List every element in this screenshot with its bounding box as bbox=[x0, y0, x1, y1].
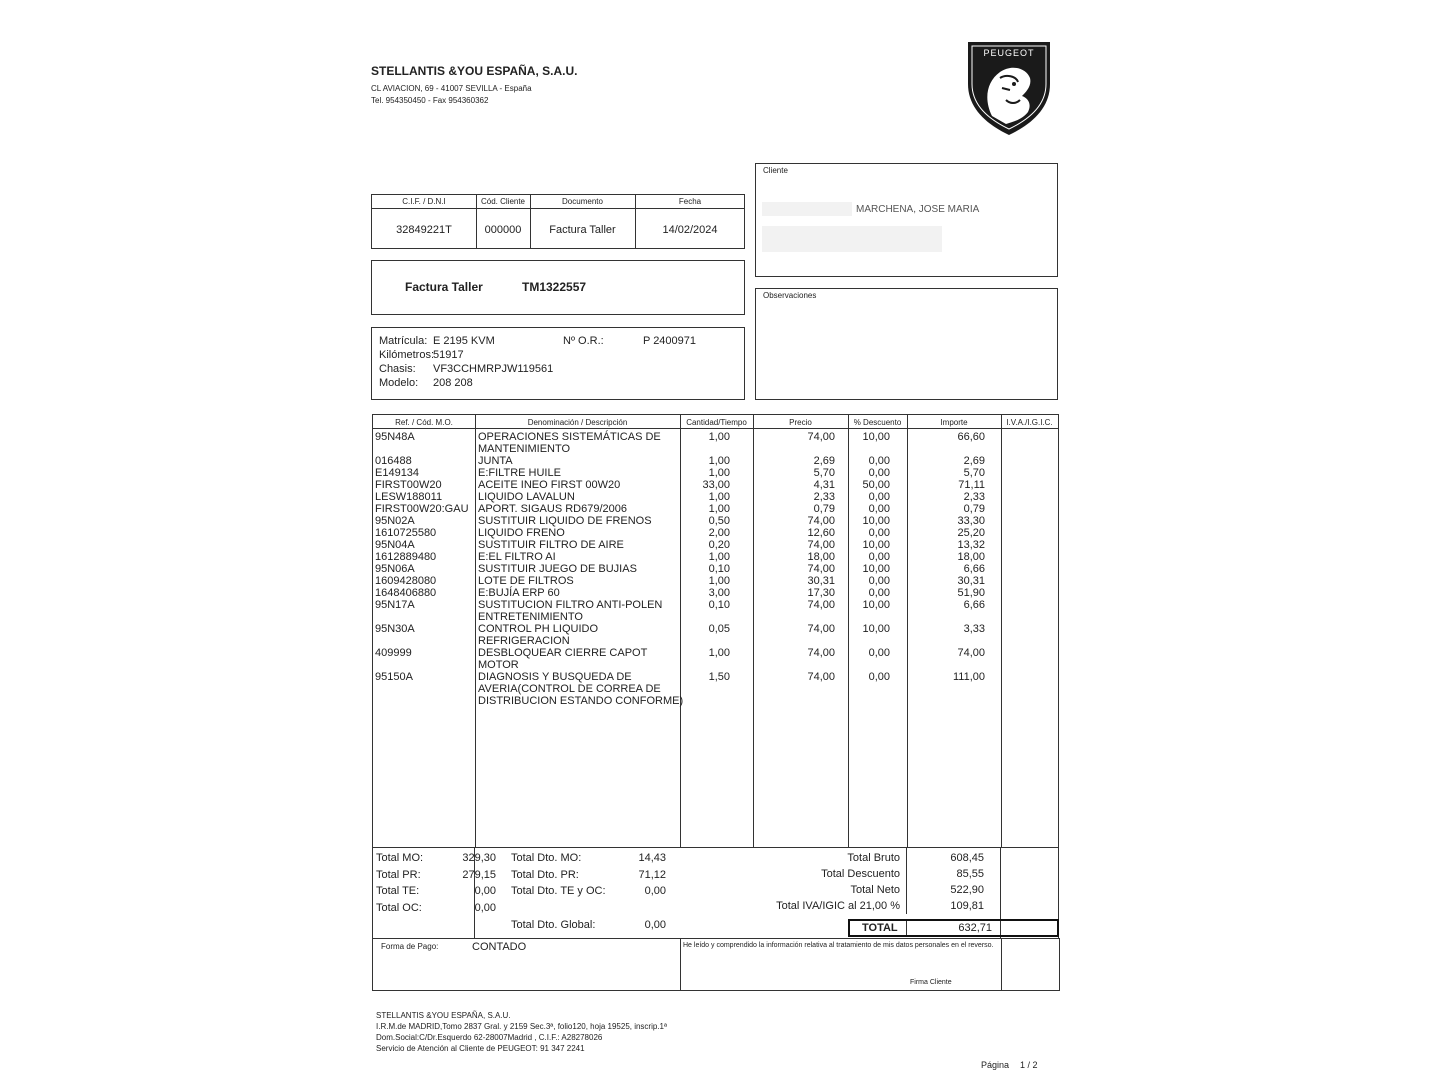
total-value: 0,00 bbox=[474, 901, 496, 914]
cell-amount: 25,20 bbox=[957, 527, 985, 539]
summary-label: Total Descuento bbox=[821, 868, 900, 880]
cell-ref: 1609428080 bbox=[375, 575, 437, 587]
summary-label: Total IVA/IGIC al 21,00 % bbox=[776, 900, 900, 912]
client-name: MARCHENA, JOSE MARIA bbox=[856, 204, 980, 215]
cell-desc: ENTRETENIMIENTO bbox=[478, 611, 583, 623]
id-box bbox=[371, 194, 745, 249]
footer bbox=[376, 1010, 667, 1054]
total-value: 329,30 bbox=[462, 852, 496, 864]
document-value: Factura Taller bbox=[549, 224, 616, 236]
cell-desc: SUSTITUIR JUEGO DE BUJIAS bbox=[478, 563, 637, 575]
cell-ref: 95N48A bbox=[375, 431, 415, 443]
summary-value: 522,90 bbox=[950, 884, 984, 896]
total-dlabel: Total Dto. MO: bbox=[511, 852, 582, 864]
invoice-title-box bbox=[371, 260, 745, 315]
cell-desc: SUSTITUIR FILTRO DE AIRE bbox=[478, 539, 624, 551]
cell-qty: 0,05 bbox=[708, 623, 730, 635]
footer-line: STELLANTIS &YOU ESPAÑA, S.A.U. bbox=[376, 1011, 511, 1020]
cell-amount: 5,70 bbox=[963, 467, 985, 479]
cell-qty: 0,10 bbox=[708, 599, 730, 611]
cell-desc: SUSTITUCION FILTRO ANTI-POLEN bbox=[478, 599, 663, 611]
svg-text:PEUGEOT: PEUGEOT bbox=[983, 48, 1035, 58]
privacy-notice: He leído y comprendido la información relativa al tratamiento de mis datos personales en el reverso. bbox=[683, 942, 994, 949]
cell-disc: 0,00 bbox=[868, 587, 890, 599]
cell-disc: 0,00 bbox=[868, 527, 890, 539]
cell-desc: REFRIGERACION bbox=[478, 635, 570, 647]
global-discount-label: Total Dto. Global: bbox=[511, 919, 596, 931]
cell-qty: 1,00 bbox=[708, 551, 730, 563]
cell-price: 74,00 bbox=[807, 671, 835, 683]
cell-amount: 51,90 bbox=[957, 587, 985, 599]
cell-desc: DESBLOQUEAR CIERRE CAPOT bbox=[478, 647, 648, 659]
company-name: STELLANTIS &YOU ESPAÑA, S.A.U. bbox=[371, 64, 578, 78]
cell-disc: 0,00 bbox=[868, 467, 890, 479]
cell-amount: 13,32 bbox=[957, 539, 985, 551]
cell-qty: 1,00 bbox=[708, 503, 730, 515]
page-number: 1 / 2 bbox=[1020, 1060, 1038, 1070]
payment-value: CONTADO bbox=[472, 941, 527, 953]
cell-price: 0,79 bbox=[813, 503, 835, 515]
cell-desc: CONTROL PH LIQUIDO bbox=[478, 623, 598, 635]
summary-value: 608,45 bbox=[950, 852, 984, 864]
cell-ref: FIRST00W20 bbox=[375, 479, 442, 491]
cell-qty: 1,00 bbox=[708, 575, 730, 587]
footer-line: I.R.M.de MADRID,Tomo 2837 Gral. y 2159 Sec.3ª, folio120, hoja 19525, inscrip.1ª bbox=[376, 1022, 667, 1031]
cell-desc: E:EL FILTRO AI bbox=[478, 551, 556, 563]
cell-qty: 33,00 bbox=[702, 479, 730, 491]
client-box bbox=[755, 163, 1058, 277]
plate-label: Matrícula: bbox=[379, 335, 428, 347]
total-value: 279,15 bbox=[462, 868, 496, 881]
summary-value: 85,55 bbox=[956, 868, 984, 880]
company-address: CL AVIACION, 69 - 41007 SEVILLA - España bbox=[371, 84, 532, 93]
redaction bbox=[762, 202, 852, 216]
cell-price: 5,70 bbox=[813, 467, 835, 479]
cell-disc: 0,00 bbox=[868, 455, 890, 467]
grand-total-value: 632,71 bbox=[958, 922, 992, 934]
cell-price: 74,00 bbox=[807, 563, 835, 575]
cell-ref: FIRST00W20:GAU bbox=[375, 503, 469, 515]
cell-qty: 1,50 bbox=[708, 671, 730, 683]
cell-amount: 18,00 bbox=[957, 551, 985, 563]
cell-desc: LOTE DE FILTROS bbox=[478, 575, 574, 587]
client-code-header: Cód. Cliente bbox=[480, 197, 526, 206]
cell-price: 74,00 bbox=[807, 599, 835, 611]
total-dvalue: 0,00 bbox=[644, 885, 666, 897]
plate-value: E 2195 KVM bbox=[433, 335, 495, 347]
global-discount-value: 0,00 bbox=[644, 919, 666, 931]
cell-qty: 1,00 bbox=[708, 491, 730, 503]
cell-desc: SUSTITUIR LIQUIDO DE FRENOS bbox=[478, 515, 652, 527]
cell-price: 74,00 bbox=[807, 515, 835, 527]
cell-disc: 0,00 bbox=[868, 551, 890, 563]
cell-qty: 0,10 bbox=[708, 563, 730, 575]
col-ref-header: Ref. / Cód. M.O. bbox=[395, 418, 453, 427]
client-code-value: 000000 bbox=[484, 224, 522, 236]
summary-label: Total Neto bbox=[850, 884, 900, 896]
cell-desc: ACEITE INEO FIRST 00W20 bbox=[478, 479, 621, 491]
cell-disc: 0,00 bbox=[868, 671, 890, 683]
cell-disc: 0,00 bbox=[868, 647, 890, 659]
cell-amount: 33,30 bbox=[957, 515, 985, 527]
cell-disc: 0,00 bbox=[868, 491, 890, 503]
total-dlabel: Total Dto. TE y OC: bbox=[511, 885, 606, 897]
cell-ref: 016488 bbox=[375, 455, 412, 467]
total-dvalue: 71,12 bbox=[638, 868, 666, 881]
total-label: Total TE: bbox=[376, 885, 420, 897]
cell-amount: 74,00 bbox=[957, 647, 985, 659]
total-label: Total MO: bbox=[376, 852, 424, 864]
km-label: Kilómetros: bbox=[379, 349, 435, 361]
document-header: Documento bbox=[562, 197, 603, 206]
chassis-label: Chasis: bbox=[379, 363, 416, 375]
signature-label: Firma Cliente bbox=[910, 979, 952, 986]
total-label: Total OC: bbox=[376, 901, 422, 914]
cell-price: 2,33 bbox=[813, 491, 835, 503]
cell-desc: LIQUIDO FRENO bbox=[478, 527, 565, 539]
payment-box bbox=[372, 938, 1060, 991]
total-dlabel: Total Dto. PR: bbox=[511, 868, 579, 881]
cell-amount: 2,33 bbox=[963, 491, 985, 503]
page-label: Página bbox=[981, 1060, 1010, 1070]
cell-amount: 6,66 bbox=[963, 563, 985, 575]
cell-amount: 71,11 bbox=[958, 479, 985, 491]
cell-price: 2,69 bbox=[813, 455, 835, 467]
footer-line: Servicio de Atención al Cliente de PEUGEOT: 91 347 2241 bbox=[376, 1044, 585, 1053]
cell-price: 30,31 bbox=[807, 575, 835, 587]
km-value: 51917 bbox=[433, 349, 464, 361]
cell-qty: 1,00 bbox=[708, 455, 730, 467]
vehicle-box bbox=[371, 327, 745, 400]
or-value: P 2400971 bbox=[643, 335, 697, 347]
col-disc-header: % Descuento bbox=[853, 418, 902, 427]
cell-ref: 95N17A bbox=[375, 599, 415, 611]
col-desc-header: Denominación / Descripción bbox=[527, 418, 628, 427]
cell-desc: MOTOR bbox=[478, 659, 519, 671]
cell-price: 4,31 bbox=[813, 479, 835, 491]
cell-qty: 2,00 bbox=[708, 527, 730, 539]
cell-ref: 1610725580 bbox=[375, 527, 437, 539]
date-header: Fecha bbox=[678, 197, 702, 206]
cell-ref: LESW188011 bbox=[375, 491, 443, 503]
cell-amount: 66,60 bbox=[957, 431, 985, 443]
cell-desc: DIAGNOSIS Y BUSQUEDA DE bbox=[478, 671, 632, 683]
cell-price: 12,60 bbox=[807, 527, 835, 539]
cell-desc: APORT. SIGAUS RD679/2006 bbox=[478, 503, 627, 515]
cell-disc: 10,00 bbox=[862, 431, 890, 443]
cell-ref: 95N04A bbox=[375, 539, 415, 551]
cell-ref: 95N30A bbox=[375, 623, 415, 635]
observations-label: Observaciones bbox=[763, 291, 817, 300]
cell-price: 74,00 bbox=[807, 431, 835, 443]
cell-price: 17,30 bbox=[807, 587, 835, 599]
date-value: 14/02/2024 bbox=[662, 224, 718, 236]
cell-amount: 0,79 bbox=[963, 503, 985, 515]
cell-amount: 111,00 bbox=[952, 671, 985, 683]
col-vat-header: I.V.A./I.G.I.C. bbox=[1006, 418, 1053, 427]
cell-qty: 3,00 bbox=[708, 587, 730, 599]
invoice-number: TM1322557 bbox=[522, 280, 587, 294]
chassis-value: VF3CCHMRPJW119561 bbox=[433, 363, 554, 375]
total-dvalue: 14,43 bbox=[638, 852, 666, 864]
cell-amount: 3,33 bbox=[963, 623, 985, 635]
cell-desc: LIQUIDO LAVALUN bbox=[478, 491, 575, 503]
total-value: 0,00 bbox=[474, 885, 496, 897]
invoice-title: Factura Taller bbox=[405, 280, 483, 294]
cell-qty: 1,00 bbox=[708, 647, 730, 659]
model-label: Modelo: bbox=[379, 377, 419, 389]
cell-qty: 1,00 bbox=[708, 467, 730, 479]
company-phone: Tel. 954350450 - Fax 954360362 bbox=[371, 96, 489, 105]
cell-desc: AVERIA(CONTROL DE CORREA DE bbox=[478, 683, 661, 695]
grand-total-box bbox=[848, 919, 1059, 937]
payment-label: Forma de Pago: bbox=[381, 942, 439, 951]
cif-header: C.I.F. / D.N.I bbox=[402, 197, 446, 206]
summary-value: 109,81 bbox=[950, 900, 984, 912]
cif-value: 32849221T bbox=[396, 224, 452, 236]
cell-ref: 409999 bbox=[375, 647, 412, 659]
cell-disc: 0,00 bbox=[868, 503, 890, 515]
col-qty-header: Cantidad/Tiempo bbox=[686, 418, 747, 427]
observations-box bbox=[755, 288, 1058, 400]
cell-desc: MANTENIMIENTO bbox=[478, 443, 571, 455]
model-value: 208 208 bbox=[433, 377, 473, 389]
or-label: Nº O.R.: bbox=[563, 335, 604, 347]
cell-price: 18,00 bbox=[807, 551, 835, 563]
grand-total-label: TOTAL bbox=[862, 922, 898, 934]
cell-amount: 6,66 bbox=[963, 599, 985, 611]
cell-disc: 10,00 bbox=[862, 515, 890, 527]
cell-desc: E:FILTRE HUILE bbox=[478, 467, 561, 479]
totals-right bbox=[752, 848, 1058, 918]
cell-price: 74,00 bbox=[807, 623, 835, 635]
cell-desc: OPERACIONES SISTEMÁTICAS DE bbox=[478, 431, 661, 443]
cell-amount: 2,69 bbox=[963, 455, 985, 467]
cell-price: 74,00 bbox=[807, 539, 835, 551]
cell-disc: 10,00 bbox=[862, 599, 890, 611]
items-table bbox=[372, 414, 1059, 848]
client-label: Cliente bbox=[763, 166, 788, 175]
cell-desc: JUNTA bbox=[478, 455, 513, 467]
cell-price: 74,00 bbox=[807, 647, 835, 659]
peugeot-logo bbox=[962, 38, 1056, 138]
cell-ref: E149134 bbox=[375, 467, 420, 479]
cell-disc: 50,00 bbox=[862, 479, 890, 491]
cell-ref: 95150A bbox=[375, 671, 413, 683]
summary-label: Total Bruto bbox=[847, 852, 900, 864]
cell-ref: 95N02A bbox=[375, 515, 415, 527]
cell-disc: 10,00 bbox=[862, 623, 890, 635]
cell-qty: 0,50 bbox=[708, 515, 730, 527]
cell-disc: 10,00 bbox=[862, 539, 890, 551]
cell-ref: 1648406880 bbox=[375, 587, 437, 599]
cell-ref: 1612889480 bbox=[375, 551, 437, 563]
cell-desc: DISTRIBUCION ESTANDO CONFORME) bbox=[478, 695, 684, 707]
col-price-header: Precio bbox=[789, 418, 812, 427]
total-label: Total PR: bbox=[376, 868, 421, 881]
cell-disc: 0,00 bbox=[868, 575, 890, 587]
col-amount-header: Importe bbox=[940, 418, 968, 427]
cell-qty: 0,20 bbox=[708, 539, 730, 551]
redaction bbox=[762, 226, 942, 252]
lion-shield-icon bbox=[962, 38, 1056, 138]
footer-line: Dom.Social:C/Dr.Esquerdo 62-28007Madrid , C.I.F.: A28278026 bbox=[376, 1033, 603, 1042]
cell-ref: 95N06A bbox=[375, 563, 415, 575]
cell-qty: 1,00 bbox=[708, 431, 730, 443]
cell-desc: E:BUJÍA ERP 60 bbox=[478, 587, 560, 599]
cell-disc: 10,00 bbox=[862, 563, 890, 575]
cell-amount: 30,31 bbox=[957, 575, 985, 587]
